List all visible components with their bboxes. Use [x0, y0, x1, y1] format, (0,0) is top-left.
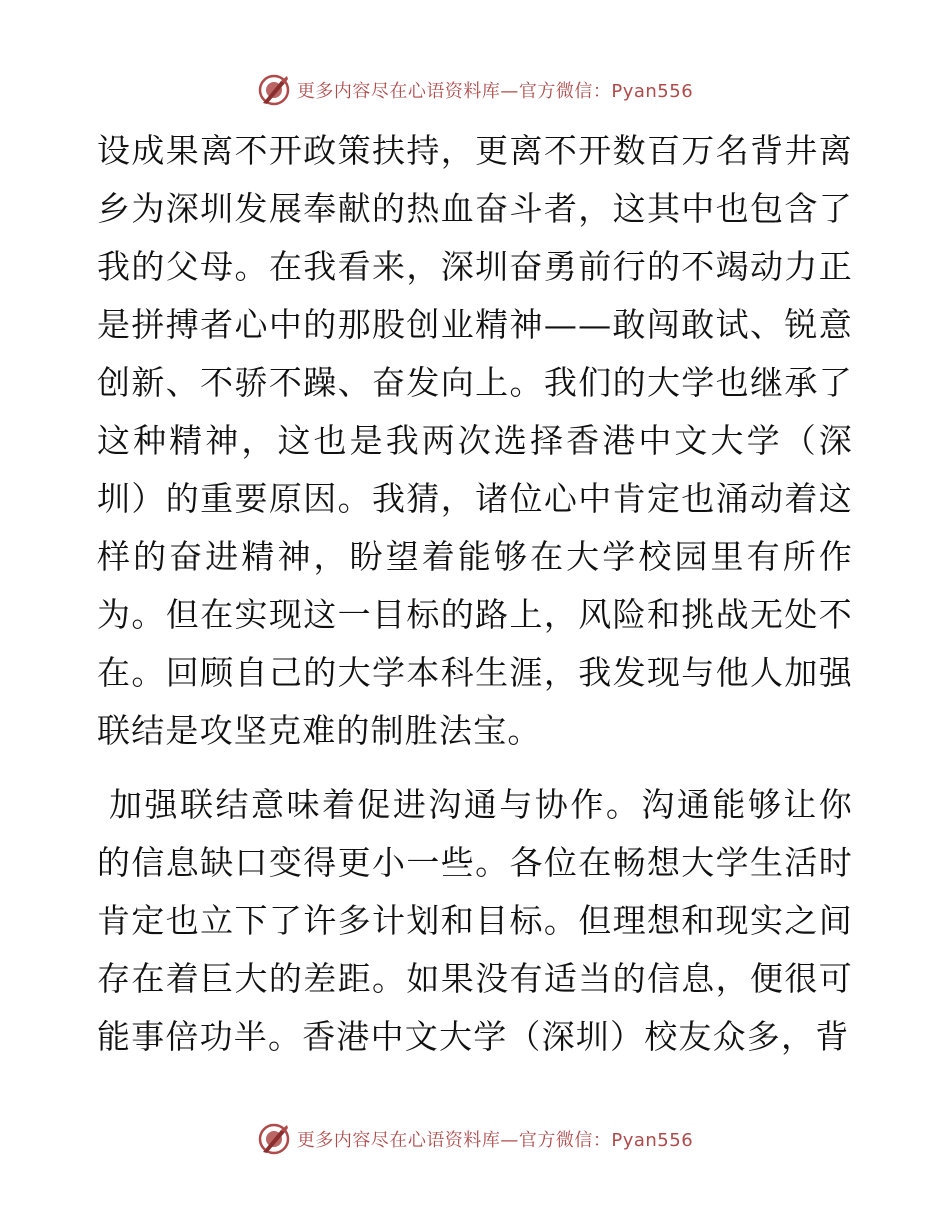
body-paragraph-1: 设成果离不开政策扶持，更离不开数百万名背井离乡为深圳发展奉献的热血奋斗者，这其中也包含了我的父母。在我看来，深圳奋勇前行的不竭动力正是拼搏者心中的那股创业精神——敢闯敢试、锐意创新、不骄不躁、奋发向上。我们的大学也继承了这种精神，这也是我两次选择香港中文大学（深圳）的重要原因。我猜，诸位心中肯定也涌动着这样的奋进精神，盼望着能够在大学校园里有所作为。但在实现这一目标的路上，风险和挑战无处不在。回顾自己的大学本科生涯，我发现与他人加强联结是攻坚克难的制胜法宝。 [97, 131, 853, 750]
header-watermark-text: 更多内容尽在心语资料库—官方微信：Pyan556 [296, 81, 694, 102]
quill-seal-icon [257, 73, 291, 107]
document-body [97, 122, 853, 1066]
footer-watermark-text: 更多内容尽在心语资料库—官方微信：Pyan556 [296, 1130, 694, 1151]
quill-seal-icon [257, 1122, 291, 1156]
header-watermark-banner [0, 70, 950, 110]
footer-watermark-banner [0, 1119, 950, 1159]
body-paragraph-2: 加强联结意味着促进沟通与协作。沟通能够让你的信息缺口变得更小一些。各位在畅想大学生活时肯定也立下了许多计划和目标。但理想和现实之间存在着巨大的差距。如果没有适当的信息，便很可能事倍功半。香港中文大学（深圳）校友众多，背 [97, 785, 853, 1056]
